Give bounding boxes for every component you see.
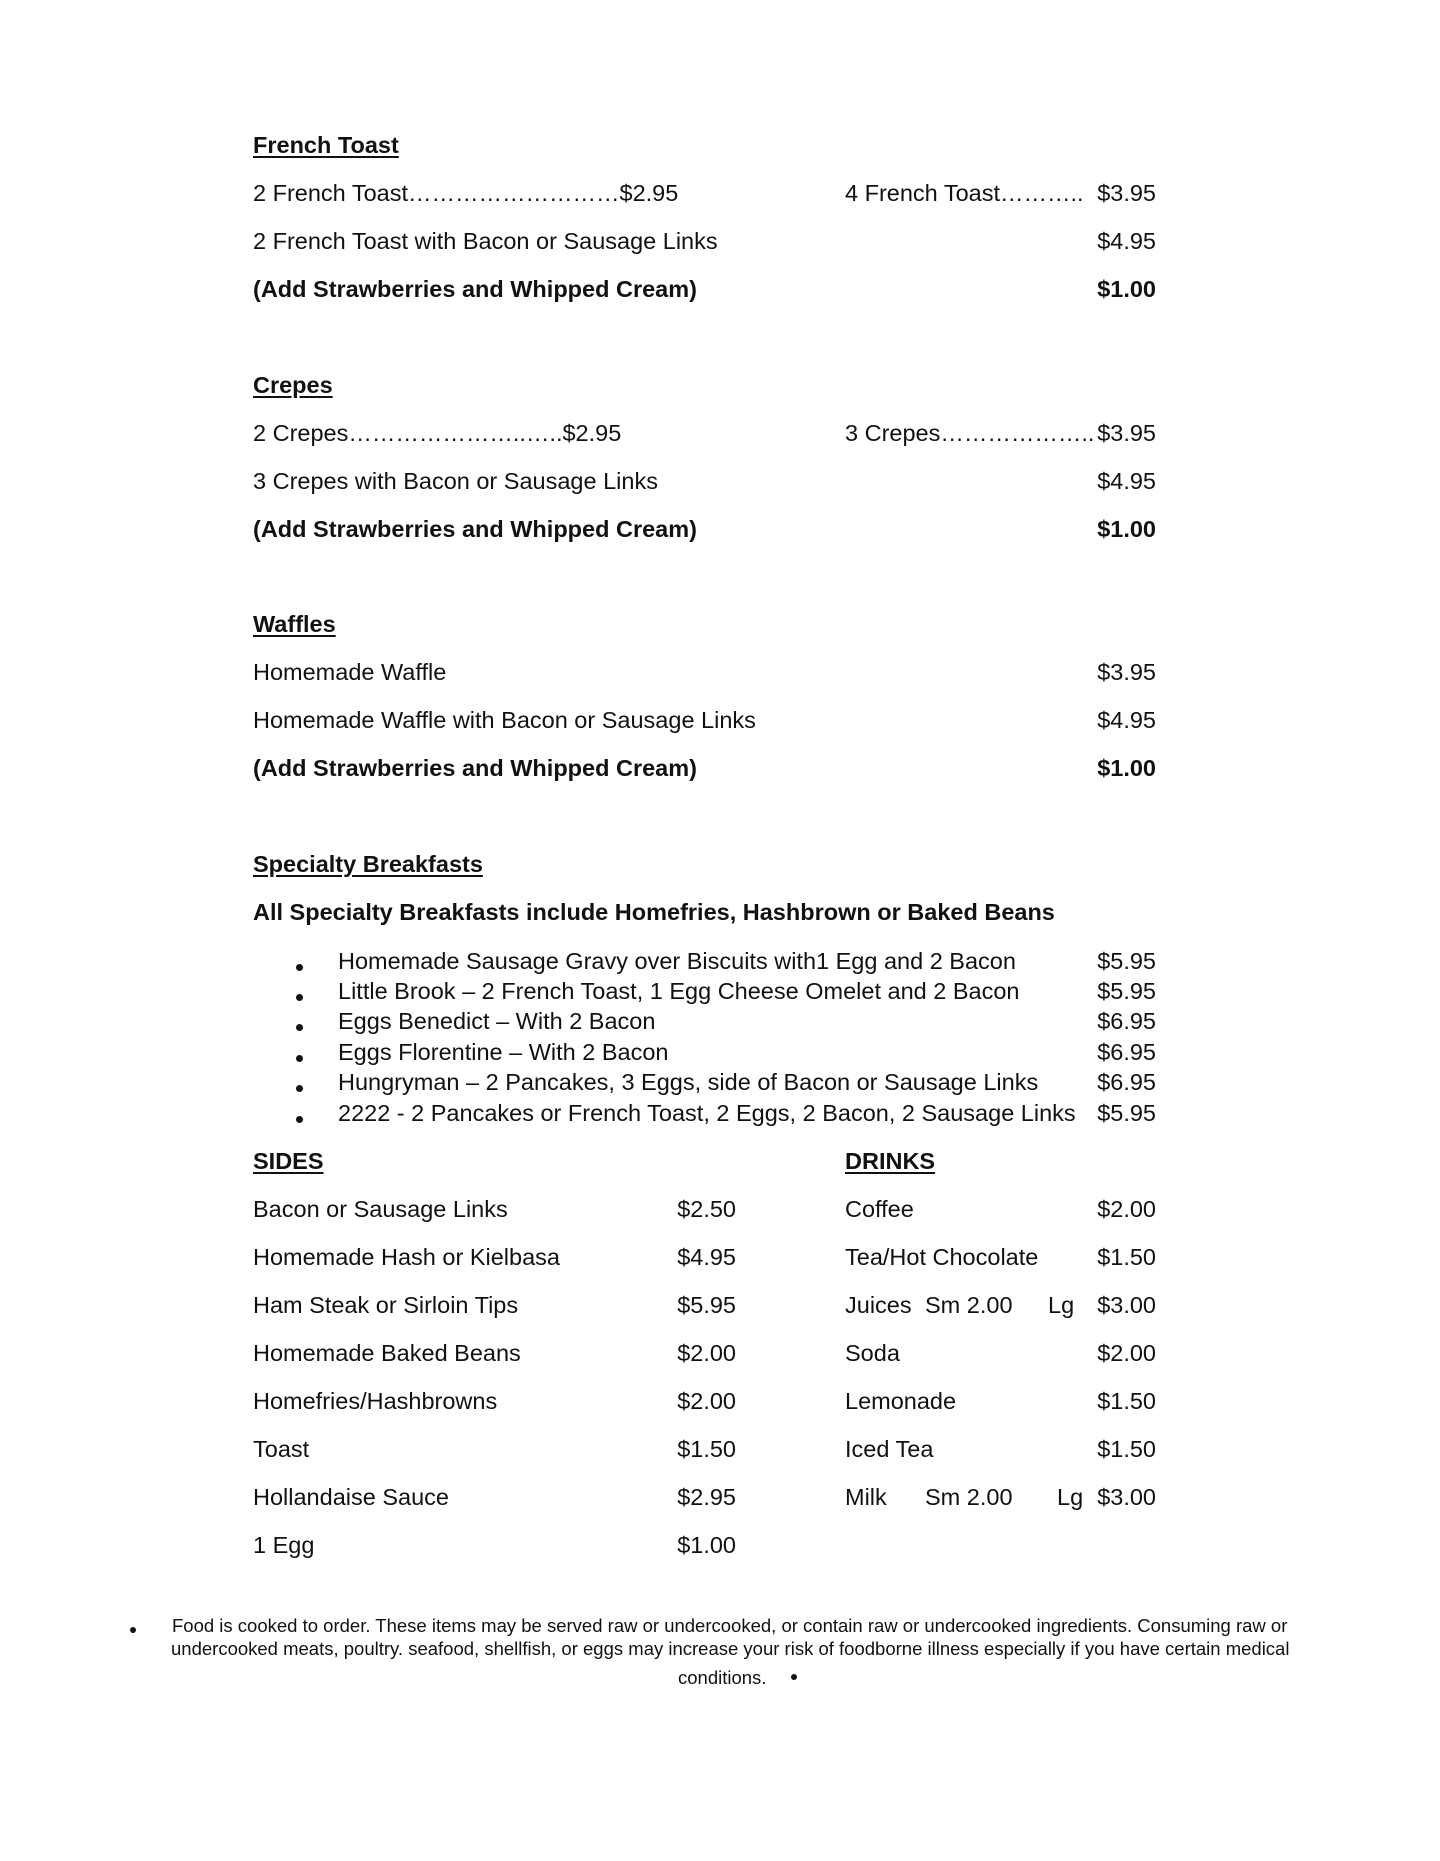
bullet-icon [296,1116,303,1123]
french-toast-addon-price: $1.00 [1097,276,1156,302]
side-item: Hollandaise Sauce [253,1484,449,1510]
bullet-icon [296,1085,303,1092]
specialty-price: $6.95 [1097,1008,1156,1034]
side-price: $2.95 [677,1484,736,1510]
drink-item: Soda [845,1340,900,1366]
french-toast-heading: French Toast [253,132,399,158]
sides-heading: SIDES [253,1148,324,1174]
specialty-item: Eggs Benedict – With 2 Bacon [338,1008,656,1034]
disclaimer-line: conditions. [678,1667,767,1688]
side-price: $2.00 [677,1388,736,1414]
side-item: Ham Steak or Sirloin Tips [253,1292,519,1318]
drink-size-large: Lg [1048,1292,1075,1318]
waffles-addon-price: $1.00 [1097,755,1156,781]
specialty-price: $5.95 [1097,1100,1156,1126]
side-price: $2.50 [677,1196,736,1222]
side-price: $4.95 [677,1244,736,1270]
drink-size-small: Sm 2.00 [925,1484,1013,1510]
drink-size-small: Sm 2.00 [925,1292,1013,1318]
bullet-icon [130,1627,136,1633]
side-price: $5.95 [677,1292,736,1318]
drink-item: Lemonade [845,1388,957,1414]
french-toast-item: 2 French Toast………………………$2.95 [253,180,679,206]
bullet-icon [296,994,303,1001]
french-toast-addon: (Add Strawberries and Whipped Cream) [253,276,697,302]
side-item: Homemade Baked Beans [253,1340,521,1366]
specialty-item: 2222 - 2 Pancakes or French Toast, 2 Eggs, 2 Bacon, 2 Sausage Links [338,1100,1076,1126]
drink-size-large: Lg [1057,1484,1084,1510]
french-toast-price: $4.95 [1097,228,1156,254]
crepes-addon-price: $1.00 [1097,516,1156,542]
french-toast-price: $3.95 [1097,180,1156,206]
drink-item: Tea/Hot Chocolate [845,1244,1039,1270]
disclaimer-line: Food is cooked to order. These items may be served raw or undercooked, or contain raw or undercooked ingredients. Consuming raw or [172,1615,1288,1636]
drink-price: $1.50 [1097,1436,1156,1462]
waffles-item: Homemade Waffle with Bacon or Sausage Links [253,707,756,733]
specialty-subheading: All Specialty Breakfasts include Homefries, Hashbrown or Baked Beans [253,899,1055,925]
side-item: 1 Egg [253,1532,315,1558]
specialty-heading: Specialty Breakfasts [253,851,483,877]
side-item: Homefries/Hashbrowns [253,1388,498,1414]
side-price: $1.00 [677,1532,736,1558]
waffles-price: $4.95 [1097,707,1156,733]
crepes-item: 3 Crepes……………….. [845,420,1095,446]
drink-price: $1.50 [1097,1388,1156,1414]
disclaimer-line: undercooked meats, poultry. seafood, shellfish, or eggs may increase your risk of foodborne illness especially if you have certain medical [171,1638,1290,1659]
side-price: $2.00 [677,1340,736,1366]
specialty-price: $5.95 [1097,978,1156,1004]
bullet-icon [296,964,303,971]
crepes-addon: (Add Strawberries and Whipped Cream) [253,516,697,542]
waffles-addon: (Add Strawberries and Whipped Cream) [253,755,697,781]
bullet-icon [296,1024,303,1031]
drink-price: $3.00 [1097,1484,1156,1510]
french-toast-item: 2 French Toast with Bacon or Sausage Links [253,228,718,254]
drinks-heading: DRINKS [845,1148,936,1174]
waffles-price: $3.95 [1097,659,1156,685]
crepes-item: 3 Crepes with Bacon or Sausage Links [253,468,658,494]
crepes-price: $3.95 [1097,420,1156,446]
drink-item: Milk [845,1484,887,1510]
bullet-icon [296,1055,303,1062]
crepes-heading: Crepes [253,372,333,398]
specialty-price: $6.95 [1097,1069,1156,1095]
specialty-price: $5.95 [1097,948,1156,974]
bullet-icon [791,1674,797,1680]
side-item: Bacon or Sausage Links [253,1196,508,1222]
drink-price: $3.00 [1097,1292,1156,1318]
specialty-price: $6.95 [1097,1039,1156,1065]
side-price: $1.50 [677,1436,736,1462]
waffles-item: Homemade Waffle [253,659,447,685]
specialty-item: Hungryman – 2 Pancakes, 3 Eggs, side of Bacon or Sausage Links [338,1069,1039,1095]
crepes-price: $4.95 [1097,468,1156,494]
drink-price: $1.50 [1097,1244,1156,1270]
specialty-item: Eggs Florentine – With 2 Bacon [338,1039,669,1065]
specialty-item: Homemade Sausage Gravy over Biscuits with1 Egg and 2 Bacon [338,948,1016,974]
drink-item: Juices [845,1292,912,1318]
waffles-heading: Waffles [253,611,336,637]
drink-item: Iced Tea [845,1436,934,1462]
crepes-item: 2 Crepes…………………..…..$2.95 [253,420,622,446]
specialty-item: Little Brook – 2 French Toast, 1 Egg Cheese Omelet and 2 Bacon [338,978,1020,1004]
side-item: Homemade Hash or Kielbasa [253,1244,560,1270]
side-item: Toast [253,1436,310,1462]
drink-price: $2.00 [1097,1340,1156,1366]
french-toast-item: 4 French Toast……….. [845,180,1084,206]
drink-price: $2.00 [1097,1196,1156,1222]
drink-item: Coffee [845,1196,914,1222]
